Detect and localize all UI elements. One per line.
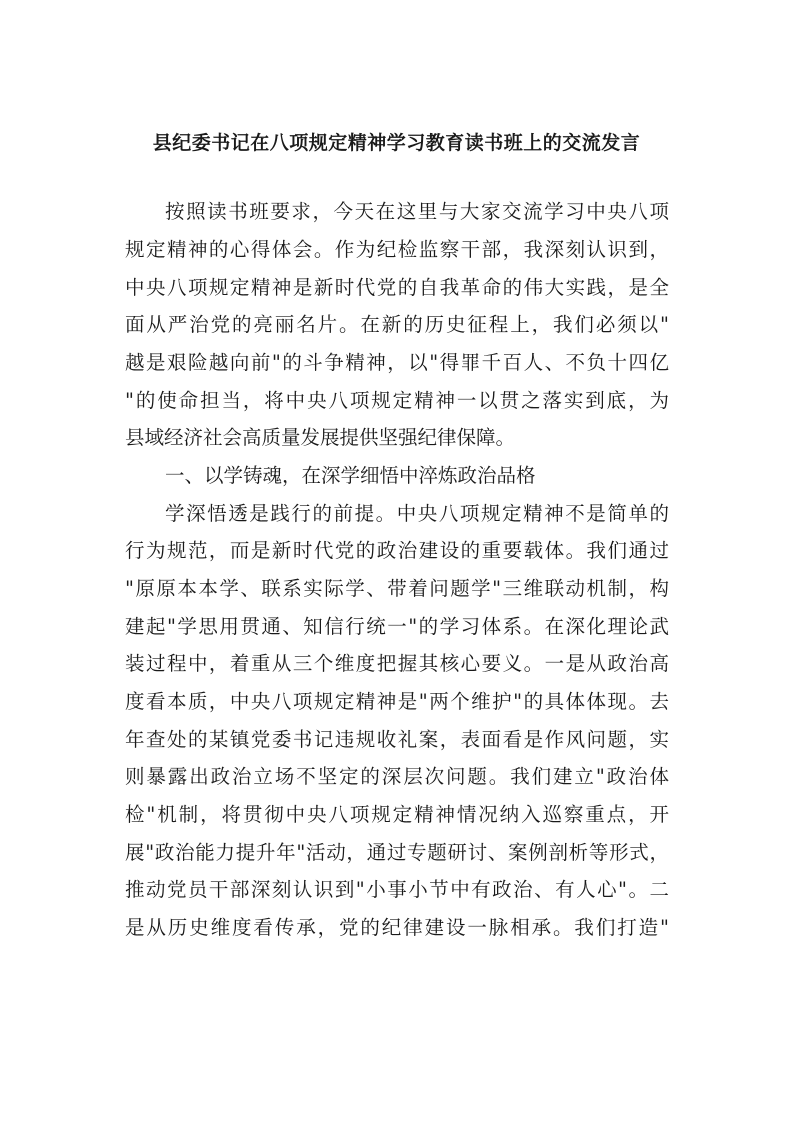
paragraph-line: 是从历史维度看传承，党的纪律建设一脉相承。我们打造" <box>125 916 669 939</box>
paragraph-line: 建起"学思用贯通、知信行统一"的学习体系。在深化理论武 <box>125 615 669 638</box>
paragraph-line: "原原本本学、联系实际学、带着问题学"三维联动机制，构 <box>125 577 669 600</box>
paragraph-line: 展"政治能力提升年"活动，通过专题研讨、案例剖析等形式， <box>125 841 669 864</box>
document-title: 县纪委书记在八项规定精神学习教育读书班上的交流发言 <box>152 132 641 154</box>
paragraph-line: 学深悟透是践行的前提。中央八项规定精神不是简单的 <box>165 502 669 525</box>
paragraph-line: 按照读书班要求，今天在这里与大家交流学习中央八项 <box>165 200 669 223</box>
paragraph-line: 度看本质，中央八项规定精神是"两个维护"的具体体现。去 <box>125 690 669 713</box>
paragraph-line: 装过程中，着重从三个维度把握其核心要义。一是从政治高 <box>125 652 669 675</box>
paragraph-line: 越是艰险越向前"的斗争精神，以"得罪千百人、不负十四亿 <box>125 351 669 374</box>
paragraph-line: "的使命担当，将中央八项规定精神一以贯之落实到底，为 <box>125 389 669 412</box>
paragraph-line: 县域经济社会高质量发展提供坚强纪律保障。 <box>125 426 516 449</box>
paragraph-line: 则暴露出政治立场不坚定的深层次问题。我们建立"政治体 <box>125 765 669 788</box>
paragraph-line: 面从严治党的亮丽名片。在新的历史征程上，我们必须以" <box>125 313 669 336</box>
paragraph-line: 规定精神的心得体会。作为纪检监察干部，我深刻认识到， <box>125 238 669 261</box>
paragraph-line: 检"机制，将贯彻中央八项规定精神情况纳入巡察重点，开 <box>125 803 669 826</box>
paragraph-line: 推动党员干部深刻认识到"小事小节中有政治、有人心"。二 <box>125 878 669 901</box>
section-heading: 一、以学铸魂，在深学细悟中淬炼政治品格 <box>165 464 536 487</box>
paragraph-line: 行为规范，而是新时代党的政治建设的重要载体。我们通过 <box>125 539 669 562</box>
paragraph-line: 中央八项规定精神是新时代党的自我革命的伟大实践，是全 <box>125 276 669 299</box>
paragraph-line: 年查处的某镇党委书记违规收礼案，表面看是作风问题，实 <box>125 728 669 751</box>
